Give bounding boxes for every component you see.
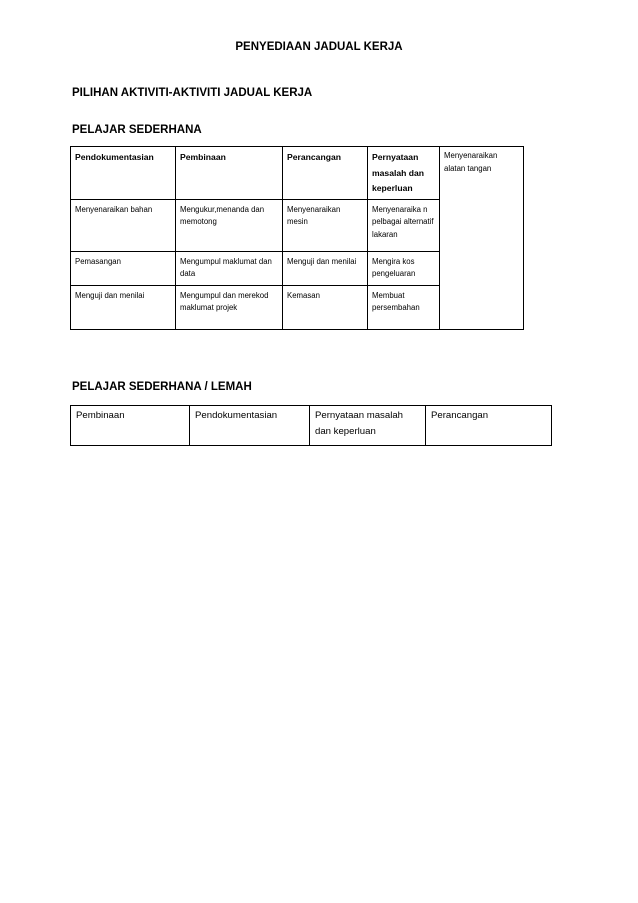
activity-table-sederhana-lemah	[70, 405, 552, 446]
table-cell: Pembinaan	[71, 406, 190, 446]
table-header-row	[71, 147, 524, 200]
section2-heading: PELAJAR SEDERHANA / LEMAH	[72, 381, 252, 393]
table-cell: Mengukur,menanda dan memotong	[176, 199, 283, 251]
header-cell: Pendokumentasian	[71, 147, 176, 200]
table-cell: Menyenaraika n pelbagai alternatif lakaran	[368, 199, 440, 251]
header-cell: Perancangan	[283, 147, 368, 200]
table-cell: Menyenaraikan bahan	[71, 199, 176, 251]
table-cell: Kemasan	[283, 285, 368, 329]
section1-heading: PELAJAR SEDERHANA	[72, 124, 202, 136]
table-cell: Membuat persembahan	[368, 285, 440, 329]
header-cell: Pembinaan	[176, 147, 283, 200]
table-cell: Menguji dan menilai	[283, 251, 368, 285]
table-row	[71, 406, 552, 446]
table-cell: Perancangan	[426, 406, 552, 446]
table-cell: Pemasangan	[71, 251, 176, 285]
page-title: PENYEDIAAN JADUAL KERJA	[235, 41, 403, 53]
subtitle: PILIHAN AKTIVITI-AKTIVITI JADUAL KERJA	[72, 87, 313, 99]
table-cell: Pendokumentasian	[190, 406, 310, 446]
table-cell: Menyenaraikan mesin	[283, 199, 368, 251]
activity-table-sederhana	[70, 146, 524, 330]
header-cell: Pernyataan masalah dan keperluan	[368, 147, 440, 200]
table-cell: Pernyataan masalah dan keperluan	[310, 406, 426, 446]
table-cell: Mengumpul dan merekod maklumat projek	[176, 285, 283, 329]
table-cell: Menguji dan menilai	[71, 285, 176, 329]
header-cell: Menyenaraikan alatan tangan	[440, 147, 524, 330]
table-cell: Mengira kos pengeluaran	[368, 251, 440, 285]
table-cell: Mengumpul maklumat dan data	[176, 251, 283, 285]
